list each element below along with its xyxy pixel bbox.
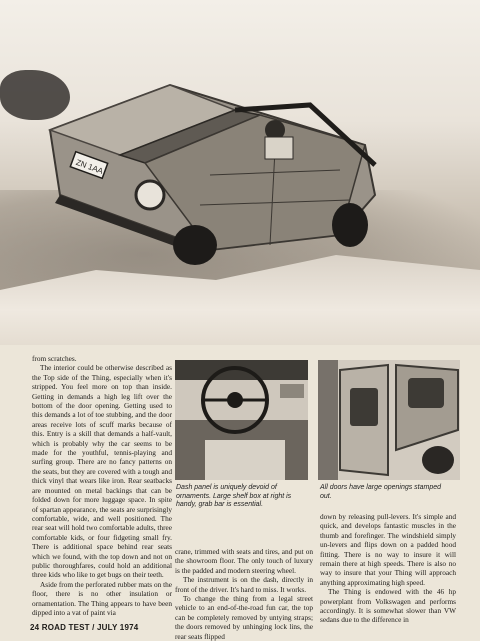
- article-column-1: [32, 354, 172, 617]
- page-footer: 24 ROAD TEST / JULY 1974: [30, 623, 139, 632]
- article-column-3: [320, 512, 456, 625]
- license-plate: ZN 1AA: [74, 157, 105, 176]
- doors-caption: All doors have large openings stamped out.: [320, 484, 442, 500]
- paragraph: Aside from the perforated rubber mats on the floor, there is no other insulation or ornamentation. The Thing appears to have been dipped into a vat of paint via: [32, 579, 172, 617]
- paragraph: The Thing is endowed with the 46 hp powerplant from Volkswagen and performs accordingly. It is somewhat slower than VW sedans due to the difference in: [320, 587, 456, 625]
- paragraph: from scratches.: [32, 354, 77, 363]
- vw-thing-vehicle: [20, 75, 400, 275]
- paragraph: To change the thing from a legal street vehicle to an end-of-the-road fun car, the top can be completely removed by untying straps; the doors removed by unhinging lock lins, the rear seats flipped: [175, 594, 313, 641]
- article-column-2: [175, 547, 313, 641]
- paragraph: crane, trimmed with seats and tires, and put on the showroom floor. The only touch of luxury is the padded and modern steering wheel.: [175, 547, 313, 575]
- dash-caption: Dash panel is uniquely devoid of ornaments. Large shelf box at right is handy, grab bar is essential.: [176, 484, 292, 509]
- doors-photo: [318, 360, 460, 480]
- paragraph: down by releasing pull-levers. It's simple and quick, and develops fantastic muscles in the thumb and forefinger. The windshield simply un-levers and flips down on a padded hood fitting. There is no way to insure it will remain there at high speeds. There is also no way to insure that your Thing will approach anything approximating high speed.: [320, 512, 456, 587]
- dash-photo: [175, 360, 308, 480]
- paragraph: The interior could be otherwise described as the Top side of the Thing, especially when it's stripped. You feel more on top than inside. Getting in demands a high leg lift over the bottom of the door opening. Getting used to this demands a lot of toe stubbing, and the door areas receive lots of scuff marks because of this. Entry is a skill that demands a half-vault, which is probably why the car seems to be made for the youthful, tennis-playing and surfing group. There are no fancy patterns on the seats, but they are covered with a tough and thick vinyl that wears like iron. Rear seatbacks are mounted on metal backings that can be folded down for more luggage space. In spite of spartan appearance, the seats are surprisingly comfortable, wide, and well positioned. The rear seat will hold two comfortable adults, three comfortable kids, or four fidgeting small fry. There is additional space behind rear seats which we found, with the top down and not on public thoroughfares, could hold an additional three kids who like to get bugs on their teeth.: [32, 363, 172, 580]
- paragraph: The instrument is on the dash, directly in front of the driver. It's hard to miss. It works.: [175, 575, 313, 594]
